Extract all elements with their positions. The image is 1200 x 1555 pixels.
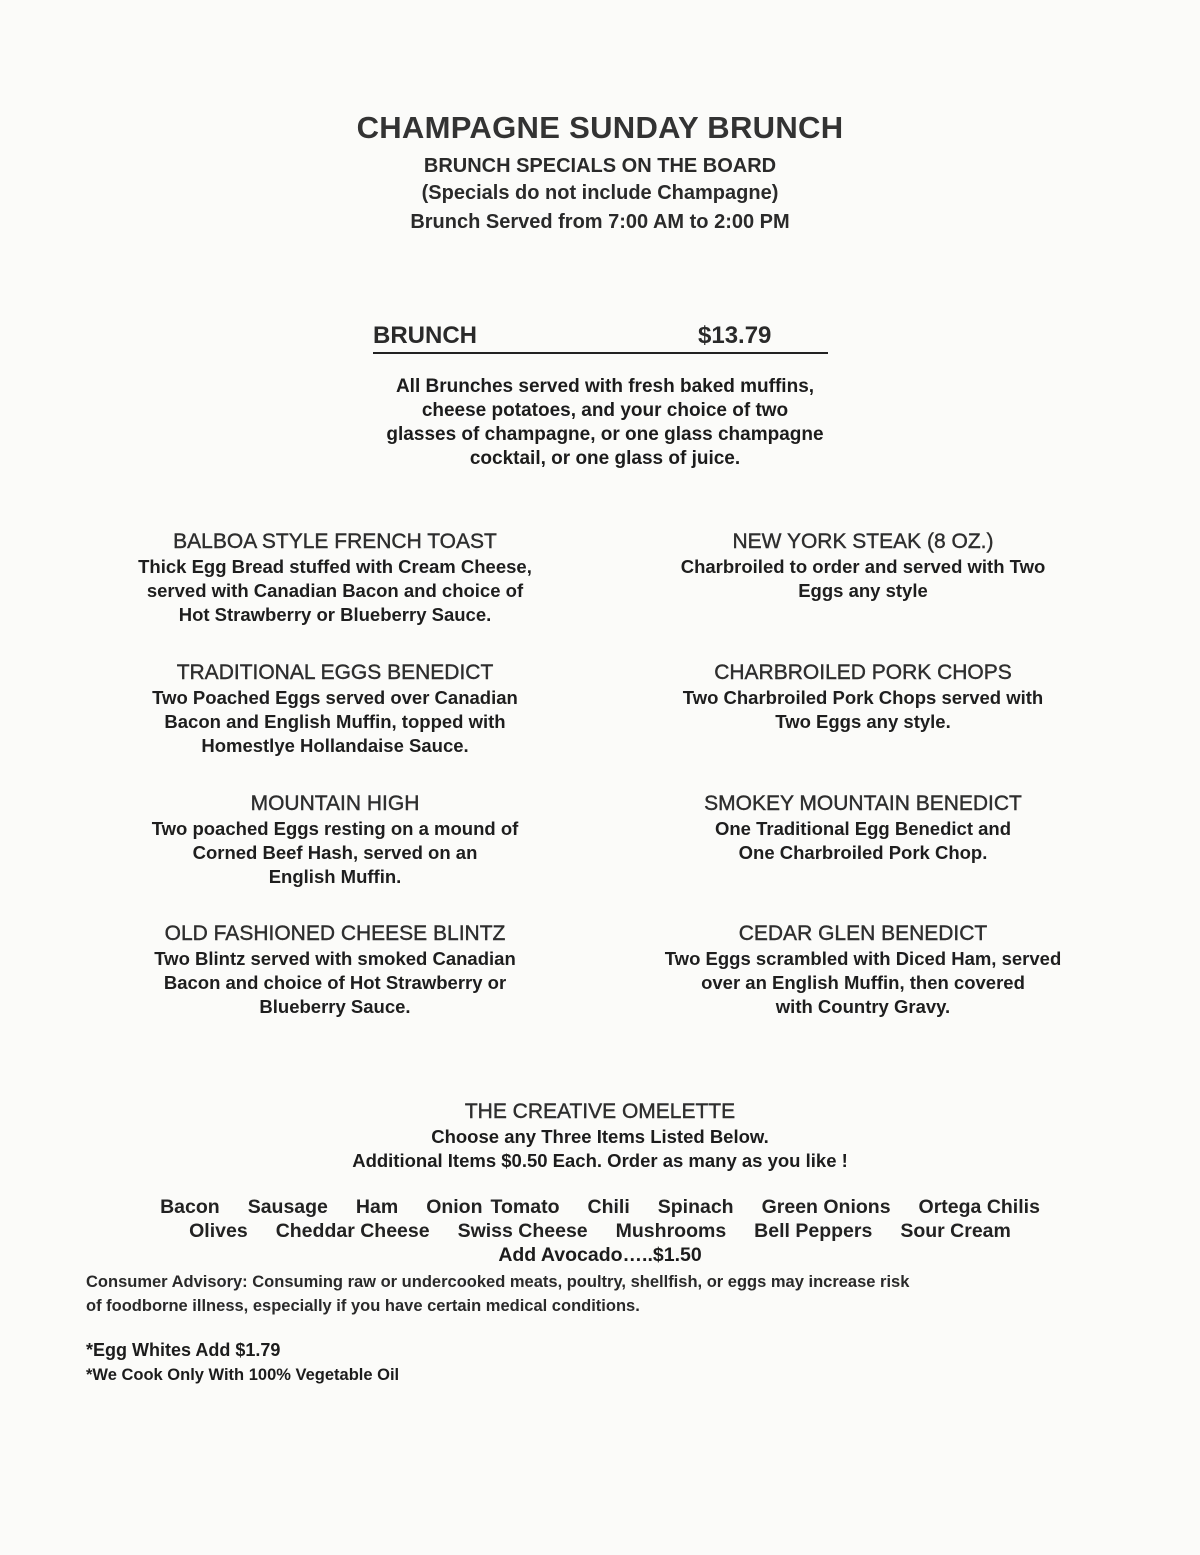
item-desc-line: Two Eggs any style. (775, 711, 951, 732)
intro-line: cheese potatoes, and your choice of two (421, 400, 789, 421)
consumer-advisory (86, 1270, 1086, 1318)
item-desc-line: Two Charbroiled Pork Chops served with (682, 687, 1044, 708)
menu-item-pork-chops (618, 659, 1108, 734)
item-desc-line: served with Canadian Bacon and choice of (146, 580, 524, 601)
item-name: OLD FASHIONED CHEESE BLINTZ (164, 922, 506, 945)
specials-note: BRUNCH SPECIALS ON THE BOARD (423, 155, 777, 177)
item-desc-line: One Traditional Egg Benedict and (714, 818, 1012, 839)
item-desc-line: Two Blintz served with smoked Canadian (154, 948, 516, 969)
item-name: NEW YORK STEAK (8 OZ.) (732, 530, 994, 553)
menu-item-eggs-benedict (90, 659, 580, 758)
item-desc-line: Thick Egg Bread stuffed with Cream Cheese, (138, 556, 532, 577)
item-name: BALBOA STYLE FRENCH TOAST (173, 530, 497, 553)
item-desc-line: Bacon and English Muffin, topped with (164, 711, 506, 732)
item-desc-line: Two Eggs scrambled with Diced Ham, served (664, 948, 1062, 969)
item-desc-line: One Charbroiled Pork Chop. (738, 842, 988, 863)
menu-item-cheese-blintz (90, 920, 580, 1019)
brunch-intro (300, 375, 910, 471)
avocado-addon: Add Avocado…..$1.50 (498, 1244, 702, 1266)
page-title: CHAMPAGNE SUNDAY BRUNCH (356, 110, 844, 145)
hours-note: Brunch Served from 7:00 AM to 2:00 PM (410, 211, 790, 233)
intro-line: cocktail, or one glass of juice. (469, 448, 741, 469)
item-desc-line: Corned Beef Hash, served on an (192, 842, 478, 863)
item-desc-line: Two Poached Eggs served over Canadian (152, 687, 518, 708)
ingredient: Ham (355, 1196, 399, 1218)
intro-line: All Brunches served with fresh baked muffins, (395, 376, 815, 397)
ingredient: Swiss Cheese (457, 1220, 588, 1242)
item-desc-line: Eggs any style (798, 580, 928, 601)
ingredient: Chili (587, 1196, 630, 1218)
item-name: SMOKEY MOUNTAIN BENEDICT (704, 792, 1022, 815)
menu-item-cedar-glen-benedict (618, 920, 1108, 1019)
item-desc-line: Hot Strawberry or Blueberry Sauce. (178, 604, 492, 625)
ingredient: Mushrooms (615, 1220, 727, 1242)
ingredient: Ortega Chilis (918, 1196, 1040, 1218)
ingredient: Bacon (160, 1196, 220, 1218)
brunch-heading (373, 322, 828, 354)
brunch-price: $13.79 (698, 322, 772, 349)
item-name: CEDAR GLEN BENEDICT (738, 922, 988, 945)
ingredient: Tomato (490, 1196, 560, 1218)
ingredient: Sausage (247, 1196, 328, 1218)
ingredients-row (0, 1220, 1200, 1243)
item-desc-line: with Country Gravy. (775, 996, 951, 1017)
omelette-desc-line: Choose any Three Items Listed Below. (431, 1126, 769, 1147)
ingredients-row (0, 1196, 1200, 1219)
egg-whites-note: *Egg Whites Add $1.79 (86, 1340, 281, 1360)
brunch-label: BRUNCH (373, 322, 477, 349)
ingredient: Olives (189, 1220, 248, 1242)
omelette-name: THE CREATIVE OMELETTE (464, 1100, 736, 1123)
menu-item-new-york-steak (618, 528, 1108, 603)
omelette-desc-line: Additional Items $0.50 Each. Order as many as you like ! (352, 1150, 848, 1171)
menu-item-mountain-high (90, 790, 580, 889)
ingredient: Spinach (657, 1196, 734, 1218)
item-desc-line: Two poached Eggs resting on a mound of (151, 818, 519, 839)
advisory-line: Consumer Advisory: Consuming raw or undercooked meats, poultry, shellfish, or eggs may increase risk (86, 1273, 910, 1291)
menu-item-smokey-mountain-benedict (618, 790, 1108, 865)
ingredient: Cheddar Cheese (275, 1220, 430, 1242)
item-name: TRADITIONAL EGGS BENEDICT (176, 661, 494, 684)
ingredient: Bell Peppers (754, 1220, 873, 1242)
item-desc-line: over an English Muffin, then covered (701, 972, 1025, 993)
item-name: CHARBROILED PORK CHOPS (714, 661, 1012, 684)
item-desc-line: English Muffin. (268, 866, 402, 887)
intro-line: glasses of champagne, or one glass champagne (386, 424, 824, 445)
vegetable-oil-note: *We Cook Only With 100% Vegetable Oil (86, 1366, 400, 1384)
champagne-note: (Specials do not include Champagne) (421, 182, 779, 204)
omelette-section (0, 1098, 1200, 1173)
item-desc-line: Bacon and choice of Hot Strawberry or (163, 972, 507, 993)
item-desc-line: Blueberry Sauce. (259, 996, 411, 1017)
item-name: MOUNTAIN HIGH (250, 792, 420, 815)
item-desc-line: Homestlye Hollandaise Sauce. (201, 735, 469, 756)
ingredient: Onion (426, 1196, 483, 1218)
ingredient: Green Onions (761, 1196, 891, 1218)
advisory-line: of foodborne illness, especially if you have certain medical conditions. (86, 1297, 640, 1315)
menu-item-french-toast (90, 528, 580, 627)
ingredient: Sour Cream (900, 1220, 1011, 1242)
item-desc-line: Charbroiled to order and served with Two (680, 556, 1046, 577)
